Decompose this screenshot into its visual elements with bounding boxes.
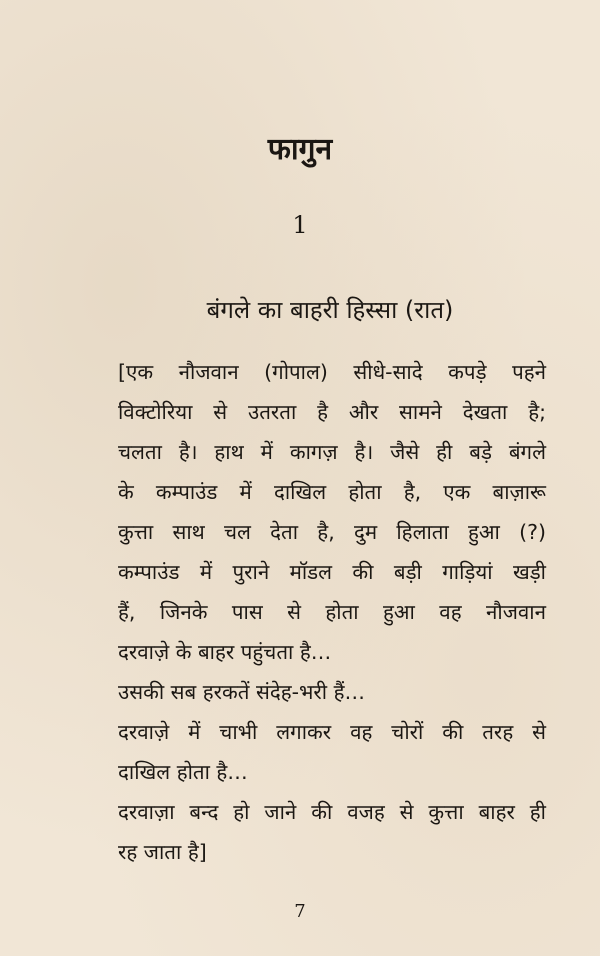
text-line: दरवाज़ा बन्द हो जाने की वजह से कुत्ता बाहर ही (118, 800, 546, 824)
text-line: दाखिल होता है… (118, 760, 248, 784)
text-line: विक्टोरिया से उतरता है और सामने देखता है; (118, 400, 546, 424)
text-line: कुत्ता साथ चल देता है, दुम हिलाता हुआ (?) (118, 520, 546, 544)
text-line: रह जाता है] (118, 840, 207, 864)
page-number: 7 (294, 901, 306, 922)
play-title: फागुन (267, 132, 333, 167)
text-line: कम्पाउंड में पुराने मॉडल की बड़ी गाड़ियां खड़ी (118, 560, 546, 584)
text-line: चलता है। हाथ में कागज़ है। जैसे ही बड़े बंगले (118, 440, 546, 464)
text-line: उसकी सब हरकतें संदेह-भरी हैं… (118, 680, 365, 704)
stage-directions (118, 352, 546, 872)
scene-heading: बंगले का बाहरी हिस्सा (रात) (206, 296, 454, 324)
text-line: [एक नौजवान (गोपाल) सीधे-सादे कपड़े पहने (118, 360, 546, 384)
text-line: के कम्पाउंड में दाखिल होता है, एक बाज़ारू (118, 480, 546, 504)
text-line: दरवाज़े के बाहर पहुंचता है… (118, 640, 332, 664)
text-line: दरवाज़े में चाभी लगाकर वह चोरों की तरह से (118, 720, 546, 744)
act-number: 1 (292, 211, 308, 239)
text-line: हैं, जिनके पास से होता हुआ वह नौजवान (118, 600, 546, 624)
